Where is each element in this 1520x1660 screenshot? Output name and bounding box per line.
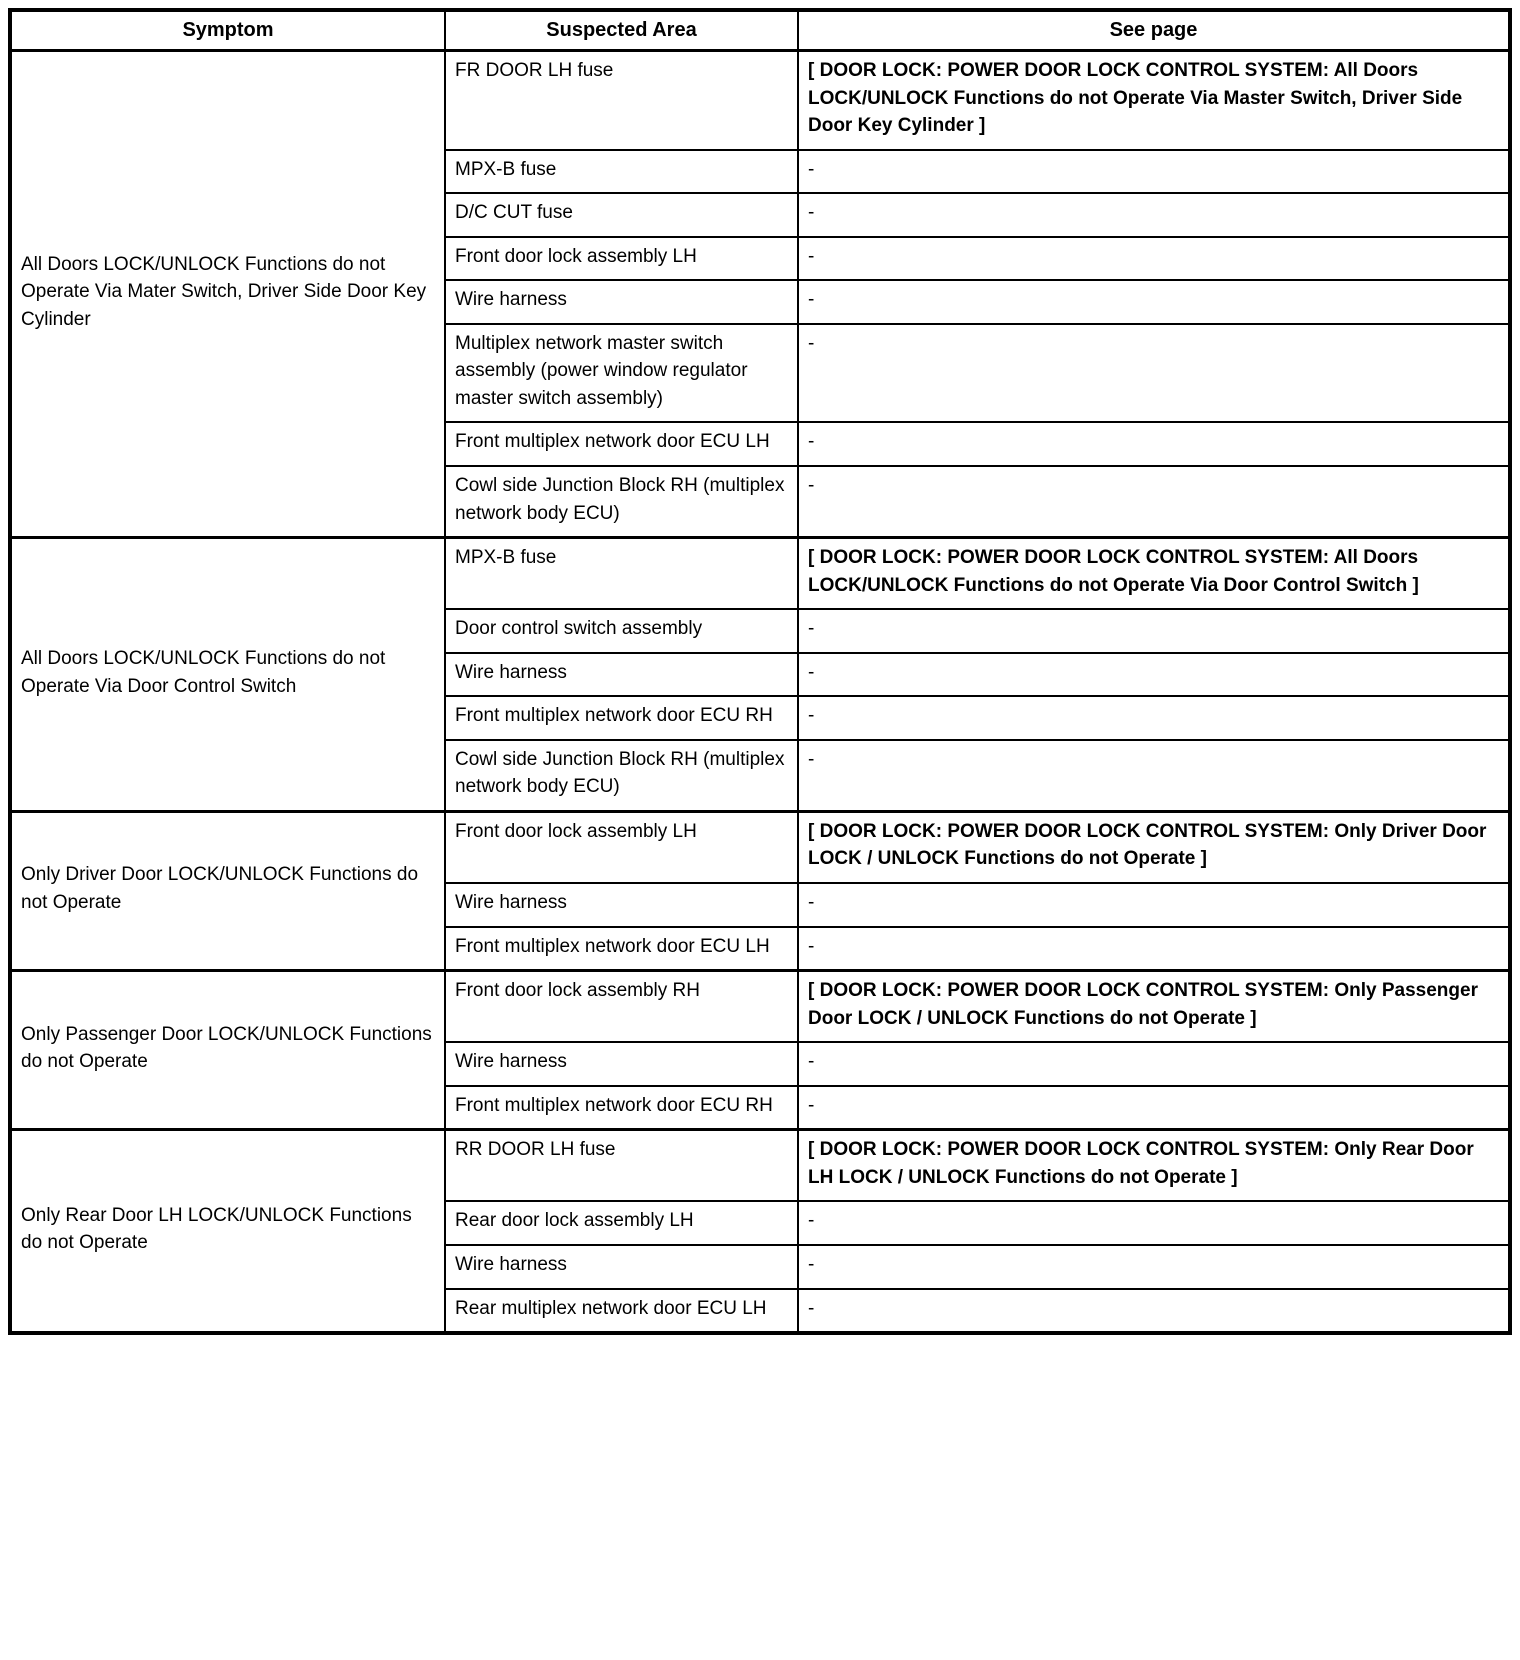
see-page-reference-cell: [ DOOR LOCK: POWER DOOR LOCK CONTROL SYSTEM: Only Driver Door LOCK / UNLOCK Functions do not Operate ] <box>798 811 1510 883</box>
header-see-page: See page <box>798 10 1510 51</box>
suspected-area-cell: Wire harness <box>445 1042 798 1086</box>
suspected-area-cell: Front multiplex network door ECU LH <box>445 927 798 971</box>
suspected-area-cell: Front door lock assembly RH <box>445 971 798 1043</box>
table-row <box>10 538 1510 610</box>
see-page-cell: - <box>798 927 1510 971</box>
suspected-area-cell: Door control switch assembly <box>445 609 798 653</box>
table-header-row <box>10 10 1510 51</box>
see-page-cell: - <box>798 1042 1510 1086</box>
suspected-area-cell: Rear multiplex network door ECU LH <box>445 1289 798 1334</box>
suspected-area-cell: FR DOOR LH fuse <box>445 51 798 150</box>
symptom-cell: Only Driver Door LOCK/UNLOCK Functions do not Operate <box>10 811 445 970</box>
suspected-area-cell: Front door lock assembly LH <box>445 811 798 883</box>
see-page-cell: - <box>798 653 1510 697</box>
see-page-cell: - <box>798 193 1510 237</box>
suspected-area-cell: Multiplex network master switch assembly (power window regulator master switch assembly) <box>445 324 798 423</box>
symptom-cell: All Doors LOCK/UNLOCK Functions do not Operate Via Door Control Switch <box>10 538 445 812</box>
see-page-cell: - <box>798 422 1510 466</box>
suspected-area-cell: Rear door lock assembly LH <box>445 1201 798 1245</box>
suspected-area-cell: Wire harness <box>445 883 798 927</box>
suspected-area-cell: Wire harness <box>445 280 798 324</box>
see-page-cell: - <box>798 237 1510 281</box>
see-page-cell: - <box>798 1289 1510 1334</box>
suspected-area-cell: Front multiplex network door ECU LH <box>445 422 798 466</box>
see-page-cell: - <box>798 609 1510 653</box>
suspected-area-cell: Front multiplex network door ECU RH <box>445 1086 798 1130</box>
see-page-reference-cell: [ DOOR LOCK: POWER DOOR LOCK CONTROL SYSTEM: All Doors LOCK/UNLOCK Functions do not Operate Via Door Control Switch ] <box>798 538 1510 610</box>
see-page-cell: - <box>798 150 1510 194</box>
see-page-cell: - <box>798 280 1510 324</box>
suspected-area-cell: Front door lock assembly LH <box>445 237 798 281</box>
see-page-cell: - <box>798 740 1510 812</box>
see-page-reference-cell: [ DOOR LOCK: POWER DOOR LOCK CONTROL SYSTEM: Only Passenger Door LOCK / UNLOCK Functions do not Operate ] <box>798 971 1510 1043</box>
table-body <box>10 51 1510 1334</box>
symptom-cell: All Doors LOCK/UNLOCK Functions do not Operate Via Mater Switch, Driver Side Door Key Cylinder <box>10 51 445 538</box>
see-page-cell: - <box>798 1245 1510 1289</box>
table-row <box>10 51 1510 150</box>
see-page-reference-cell: [ DOOR LOCK: POWER DOOR LOCK CONTROL SYSTEM: All Doors LOCK/UNLOCK Functions do not Operate Via Master Switch, Driver Side Door Key Cylinder ] <box>798 51 1510 150</box>
see-page-reference-cell: [ DOOR LOCK: POWER DOOR LOCK CONTROL SYSTEM: Only Rear Door LH LOCK / UNLOCK Functions do not Operate ] <box>798 1130 1510 1202</box>
suspected-area-cell: Cowl side Junction Block RH (multiplex network body ECU) <box>445 740 798 812</box>
symptom-cell: Only Passenger Door LOCK/UNLOCK Functions do not Operate <box>10 971 445 1130</box>
see-page-cell: - <box>798 1086 1510 1130</box>
header-suspected-area: Suspected Area <box>445 10 798 51</box>
suspected-area-cell: Wire harness <box>445 653 798 697</box>
header-symptom: Symptom <box>10 10 445 51</box>
symptom-troubleshooting-table <box>8 8 1512 1335</box>
suspected-area-cell: MPX-B fuse <box>445 150 798 194</box>
suspected-area-cell: D/C CUT fuse <box>445 193 798 237</box>
suspected-area-cell: Cowl side Junction Block RH (multiplex network body ECU) <box>445 466 798 538</box>
see-page-cell: - <box>798 696 1510 740</box>
table-row <box>10 1130 1510 1202</box>
suspected-area-cell: RR DOOR LH fuse <box>445 1130 798 1202</box>
suspected-area-cell: Front multiplex network door ECU RH <box>445 696 798 740</box>
see-page-cell: - <box>798 883 1510 927</box>
see-page-cell: - <box>798 324 1510 423</box>
table-row <box>10 811 1510 883</box>
table-row <box>10 971 1510 1043</box>
suspected-area-cell: MPX-B fuse <box>445 538 798 610</box>
suspected-area-cell: Wire harness <box>445 1245 798 1289</box>
see-page-cell: - <box>798 1201 1510 1245</box>
see-page-cell: - <box>798 466 1510 538</box>
symptom-cell: Only Rear Door LH LOCK/UNLOCK Functions do not Operate <box>10 1130 445 1333</box>
